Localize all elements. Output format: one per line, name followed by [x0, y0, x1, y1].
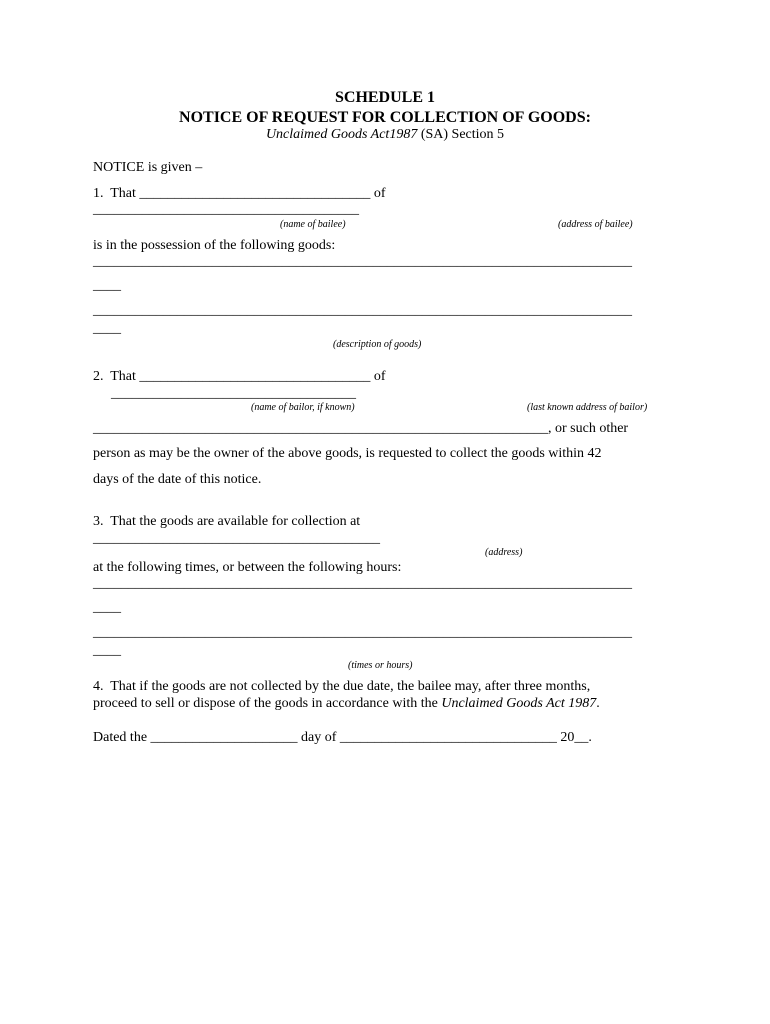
goods-line-2-tail: ____ — [93, 321, 121, 336]
sale-text-2-start: proceed to sell or dispose of the goods in accordance with the — [93, 696, 442, 711]
caption-address-of-bailee: (address of bailee) — [558, 219, 633, 230]
bailee-address-line: ______________________________________ — [93, 202, 359, 217]
owner-text-1: person as may be the owner of the above goods, is requested to collect the goods within 42 — [93, 446, 602, 461]
bailor-line: 2. That _________________________________ of — [93, 369, 386, 384]
act-reference — [0, 128, 770, 142]
owner-text-2: days of the date of this notice. — [93, 472, 262, 487]
times-line-2: _____________________________________________________________________________ — [93, 625, 632, 640]
sale-text-1: 4. That if the goods are not collected by the due date, the bailee may, after three months, — [93, 679, 591, 694]
sale-text-2 — [93, 697, 600, 711]
times-line-1-tail: ____ — [93, 600, 121, 615]
collection-address-line: _________________________________________ — [93, 531, 380, 546]
goods-line-1-tail: ____ — [93, 278, 121, 293]
caption-name-of-bailee: (name of bailee) — [280, 219, 346, 230]
goods-line-2: _____________________________________________________________________________ — [93, 303, 632, 318]
sale-act-name: Unclaimed Goods Act 1987 — [441, 696, 597, 711]
dated-line: Dated the _____________________ day of _______________________________ 20__. — [93, 730, 592, 745]
act-section: (SA) Section 5 — [417, 127, 505, 142]
caption-address-of-bailor: (last known address of bailor) — [527, 402, 648, 413]
schedule-heading: SCHEDULE 1 — [334, 89, 436, 106]
caption-description-of-goods: (description of goods) — [333, 339, 422, 350]
act-name: Unclaimed Goods Act1987 — [265, 127, 418, 142]
collection-place-text: 3. That the goods are available for collection at — [93, 514, 361, 529]
caption-times-or-hours: (times or hours) — [348, 660, 413, 671]
goods-line-1: _____________________________________________________________________________ — [93, 254, 632, 269]
caption-address: (address) — [485, 547, 523, 558]
sale-text-2-end: . — [596, 696, 600, 711]
bailee-line: 1. That _________________________________ of — [93, 186, 386, 201]
times-line-1: _____________________________________________________________________________ — [93, 576, 632, 591]
owner-line: _________________________________________________________________, or such other — [93, 421, 629, 436]
caption-name-of-bailor: (name of bailor, if known) — [251, 402, 355, 413]
times-line-2-tail: ____ — [93, 643, 121, 658]
times-text: at the following times, or between the following hours: — [93, 560, 402, 575]
document-title: NOTICE OF REQUEST FOR COLLECTION OF GOODS: — [179, 109, 591, 126]
notice-intro: NOTICE is given – — [93, 160, 203, 175]
bailor-address-line: ___________________________________ — [111, 386, 356, 401]
possession-text: is in the possession of the following goods: — [93, 238, 336, 253]
